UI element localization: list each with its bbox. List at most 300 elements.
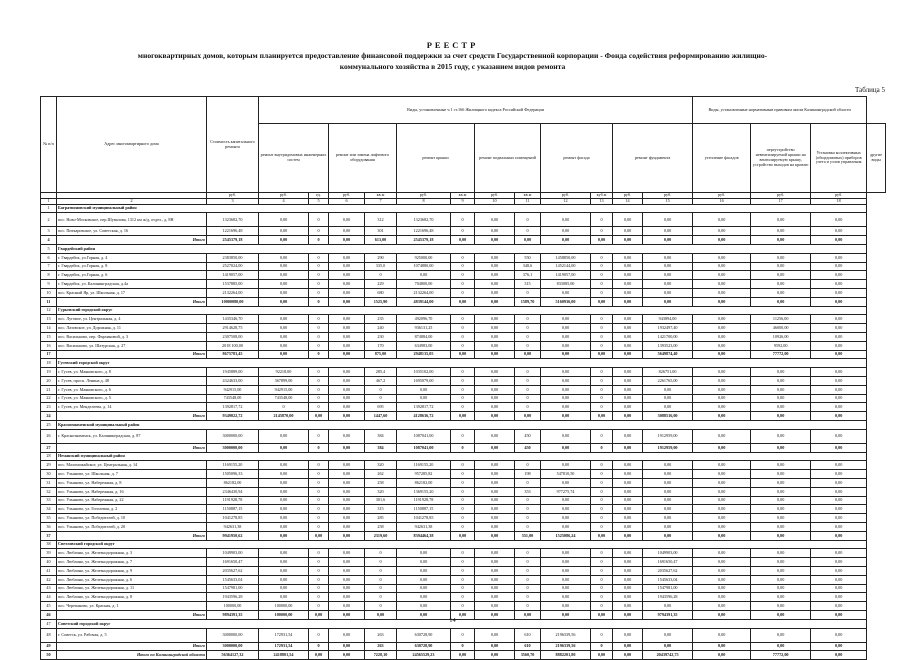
value-cell: 0,00 (397, 575, 451, 584)
row-number: 3 (41, 227, 57, 236)
value-cell: 8394464,38 (397, 531, 451, 540)
value-cell: 0,00 (475, 377, 515, 386)
value-cell: 0,00 (475, 487, 515, 496)
value-cell: 0,00 (329, 368, 365, 377)
value-cell: 450 (515, 429, 541, 443)
col-header-roof-conversion: переустройство невентилируемой крыши на вентилируемую крышу, устройство выходов на кровлю (751, 124, 811, 193)
value-cell: 1435346,70 (207, 315, 259, 324)
value-cell: 0 (309, 253, 329, 262)
unit-cell: руб. (541, 193, 591, 199)
value-cell: 0,00 (475, 478, 515, 487)
address-cell: г. Гвардейск, ул.Горная, д. 6 (57, 271, 207, 280)
value-cell: 262 (365, 470, 397, 479)
value-cell: 0,00 (643, 496, 693, 505)
value-cell: 0,00 (329, 642, 365, 651)
value-cell: 0,00 (811, 628, 867, 642)
value-cell: 0,00 (811, 642, 867, 651)
address-cell: пос. Маломожайское, ул. Центральная, д. 14 (57, 461, 207, 470)
value-cell: 826751,00 (643, 368, 693, 377)
value-cell: 301 (365, 227, 397, 236)
value-cell: 0,00 (591, 350, 613, 359)
row-number: 28 (41, 452, 57, 461)
value-cell: 0,00 (751, 227, 811, 236)
table-row (41, 478, 886, 487)
value-cell: 0,00 (811, 610, 867, 619)
value-cell: 875,00 (365, 350, 397, 359)
value-cell: 0,00 (475, 514, 515, 523)
row-number: 19 (41, 368, 57, 377)
value-cell: 0,00 (693, 377, 751, 386)
value-cell: 0,00 (259, 558, 309, 567)
section-row (41, 420, 886, 429)
value-cell: 1393523,00 (643, 341, 693, 350)
value-cell: 0,00 (693, 642, 751, 651)
section-name: Гурьевский городской округ (57, 306, 867, 315)
value-cell: 925000,00 (397, 253, 451, 262)
address-cell: пос. Люблино, ул. Железнодорожная, д. 7 (57, 558, 207, 567)
row-number: 5 (41, 245, 57, 254)
value-cell: 0,00 (613, 213, 643, 227)
value-cell: 0,00 (329, 522, 365, 531)
row-number: 37 (41, 531, 57, 540)
value-cell: 0,00 (693, 403, 751, 412)
value-cell: 0 (309, 575, 329, 584)
value-cell: 0 (515, 394, 541, 403)
value-cell: 0 (451, 253, 475, 262)
unit-cell: ед. (309, 193, 329, 199)
value-cell: 0,00 (751, 289, 811, 298)
value-cell: 0,00 (693, 651, 751, 660)
col-header-other: другие виды (867, 124, 886, 193)
value-cell: 0,00 (693, 271, 751, 280)
value-cell: 0,00 (475, 429, 515, 443)
value-cell: 0,00 (329, 558, 365, 567)
value-cell: 0,00 (259, 514, 309, 523)
value-cell: 0,00 (643, 522, 693, 531)
value-cell: 0,00 (259, 487, 309, 496)
value-cell: 0,00 (613, 496, 643, 505)
col-header-insulation: утепление фасадов (693, 124, 751, 193)
table-row (41, 558, 886, 567)
value-cell: 0 (591, 505, 613, 514)
value-cell: 0,00 (613, 385, 643, 394)
value-cell: 0,00 (541, 341, 591, 350)
value-cell: 0,00 (693, 280, 751, 289)
value-cell: 0,00 (329, 651, 365, 660)
value-cell: 0,00 (751, 403, 811, 412)
value-cell: 0 (309, 628, 329, 642)
table-row (41, 341, 886, 350)
row-number: 29 (41, 461, 57, 470)
value-cell: 0 (309, 289, 329, 298)
section-row (41, 540, 886, 549)
row-number: 33 (41, 496, 57, 505)
value-cell: 0 (515, 496, 541, 505)
value-cell: 0,00 (613, 487, 643, 496)
value-cell: 1691650,47 (207, 558, 259, 567)
total-row (41, 297, 886, 306)
value-cell: 0,00 (811, 478, 867, 487)
value-cell: 0,00 (751, 213, 811, 227)
value-cell: 0,00 (475, 213, 515, 227)
value-cell: 634983,00 (397, 341, 451, 350)
value-cell: 0,00 (751, 487, 811, 496)
row-number: 36 (41, 522, 57, 531)
row-number: 15 (41, 333, 57, 342)
column-number-cell: 12 (541, 198, 591, 204)
value-cell: 977275,74 (541, 487, 591, 496)
value-cell: 0 (309, 487, 329, 496)
value-cell: 0,00 (475, 236, 515, 245)
row-number: 25 (41, 420, 57, 429)
value-cell: 0 (451, 505, 475, 514)
value-cell: 0,00 (541, 549, 591, 558)
section-name: Советский городской округ (57, 619, 867, 628)
value-cell: 0,00 (475, 496, 515, 505)
table-row (41, 602, 886, 611)
unit-cell: руб. (751, 193, 811, 199)
value-cell: 0,00 (613, 566, 643, 575)
value-cell: 2035627,62 (643, 566, 693, 575)
value-cell: 0,00 (451, 236, 475, 245)
value-cell: 0 (309, 262, 329, 271)
value-cell: 0 (309, 429, 329, 443)
value-cell: 0 (591, 549, 613, 558)
value-cell: 0,00 (751, 610, 811, 619)
value-cell: 467,2 (365, 377, 397, 386)
total-label: Итого (57, 531, 207, 540)
value-cell: 0 (309, 236, 329, 245)
total-label: Итого (57, 642, 207, 651)
col-header-cost: Стоимость капитального ремонта (207, 97, 259, 193)
value-cell: 0,00 (751, 412, 811, 421)
value-cell: 0,00 (475, 566, 515, 575)
value-cell: 0,00 (397, 385, 451, 394)
value-cell: 0 (451, 333, 475, 342)
value-cell: 0,00 (475, 602, 515, 611)
address-cell: г. Гусев, ул. Менделеева, д. 14 (57, 403, 207, 412)
value-cell: 0 (365, 394, 397, 403)
value-cell: 0,00 (613, 280, 643, 289)
value-cell: 0,00 (811, 368, 867, 377)
column-number-cell: 10 (475, 198, 515, 204)
value-cell: 0 (309, 505, 329, 514)
value-cell: 1221696,48 (397, 227, 451, 236)
value-cell: 2319,60 (365, 531, 397, 540)
table-row (41, 593, 886, 602)
column-number-cell: 9 (451, 198, 475, 204)
value-cell: 0,00 (693, 315, 751, 324)
value-cell: 0,00 (591, 610, 613, 619)
value-cell: 0,00 (397, 271, 451, 280)
value-cell: 0,00 (613, 377, 643, 386)
value-cell: 0,00 (693, 333, 751, 342)
value-cell: 862182,00 (207, 478, 259, 487)
total-label: Итого (57, 350, 207, 359)
value-cell: 0,00 (751, 377, 811, 386)
value-cell: 0,00 (811, 531, 867, 540)
value-cell: 100000,00 (259, 602, 309, 611)
value-cell: 1049903,00 (643, 549, 693, 558)
value-cell: 0,00 (643, 253, 693, 262)
value-cell: 0,00 (613, 602, 643, 611)
value-cell: 3560,70 (515, 651, 541, 660)
value-cell: 1695079,00 (397, 377, 451, 386)
value-cell: 0,00 (751, 566, 811, 575)
row-number: 46 (41, 610, 57, 619)
value-cell: 0,00 (475, 558, 515, 567)
value-cell: 0,00 (613, 593, 643, 602)
value-cell: 0,00 (475, 253, 515, 262)
value-cell: 0 (591, 341, 613, 350)
address-cell: г. Гвардейск, ул.Горная, д. 4 (57, 253, 207, 262)
value-cell: 0 (451, 602, 475, 611)
value-cell: 0,00 (751, 253, 811, 262)
value-cell: 0,00 (541, 213, 591, 227)
value-cell: 0 (309, 368, 329, 377)
value-cell: 0,00 (259, 429, 309, 443)
value-cell: 0,00 (329, 461, 365, 470)
value-cell: 0,00 (259, 531, 309, 540)
value-cell: 0,00 (751, 531, 811, 540)
table-row (41, 461, 886, 470)
value-cell: 1323682,70 (207, 213, 259, 227)
value-cell: 0 (515, 549, 541, 558)
value-cell: 0 (591, 487, 613, 496)
value-cell: 0 (365, 575, 397, 584)
value-cell: 0 (515, 333, 541, 342)
value-cell: 0 (515, 514, 541, 523)
table-row (41, 262, 886, 271)
value-cell: 0 (515, 522, 541, 531)
value-cell: 0 (451, 478, 475, 487)
column-number-cell: 16 (693, 198, 751, 204)
value-cell: 0,00 (811, 566, 867, 575)
value-cell: 0,00 (751, 602, 811, 611)
value-cell: 0,00 (811, 253, 867, 262)
value-cell: 0,00 (751, 368, 811, 377)
value-cell: 0,00 (475, 593, 515, 602)
value-cell: 1943596,28 (207, 593, 259, 602)
row-number: 32 (41, 487, 57, 496)
document-subtitle-line2: коммунального хозяйства в 2015 году, с указанием видов ремонта (339, 62, 566, 71)
value-cell: 1589,70 (515, 297, 541, 306)
value-cell: 1041278,85 (397, 514, 451, 523)
value-cell: 0 (309, 333, 329, 342)
value-cell: 1945889,00 (207, 368, 259, 377)
value-cell: 1041278,85 (207, 514, 259, 523)
value-cell: 77772,00 (751, 651, 811, 660)
value-cell: 0,00 (329, 341, 365, 350)
value-cell: 0,00 (693, 213, 751, 227)
value-cell: 1323682,70 (397, 213, 451, 227)
value-cell: 0,00 (259, 443, 309, 452)
total-label: Итого (57, 236, 207, 245)
value-cell: 5160936,00 (541, 297, 591, 306)
value-cell: 1912959,00 (643, 429, 693, 443)
value-cell: 0 (515, 566, 541, 575)
value-cell: 0,00 (751, 628, 811, 642)
value-cell: 0,00 (475, 324, 515, 333)
value-cell: 0,00 (751, 558, 811, 567)
col-header-address: Адрес многоквартирного дома (57, 97, 207, 193)
section-row (41, 452, 886, 461)
value-cell: 0,00 (329, 271, 365, 280)
row-number: 48 (41, 628, 57, 642)
value-cell: 1087041,00 (397, 429, 451, 443)
value-cell: 0,00 (693, 350, 751, 359)
value-cell: 24565529,23 (397, 651, 451, 660)
row-number: 42 (41, 575, 57, 584)
value-cell: 0,00 (259, 566, 309, 575)
value-cell: 0,00 (693, 566, 751, 575)
value-cell: 367899,00 (259, 377, 309, 386)
value-cell: 0 (451, 522, 475, 531)
address-cell: пос. Люблино, ул. Железнодорожная, д. 8 (57, 593, 207, 602)
value-cell: 1169155,20 (397, 461, 451, 470)
value-cell: 0,00 (693, 461, 751, 470)
address-cell: пос. Ульяново, ул. Набережная, д. 16 (57, 487, 207, 496)
value-cell: 0,00 (365, 610, 397, 619)
value-cell: 610 (515, 628, 541, 642)
value-cell: 0 (451, 593, 475, 602)
row-number: 40 (41, 558, 57, 567)
value-cell: 0,00 (643, 271, 693, 280)
value-cell: 0,00 (515, 412, 541, 421)
value-cell: 0,00 (613, 289, 643, 298)
value-cell: 0,00 (751, 478, 811, 487)
table-row (41, 385, 886, 394)
value-cell: 0,00 (643, 642, 693, 651)
table-row (41, 429, 886, 443)
value-cell: 957285,82 (397, 470, 451, 479)
value-cell: 0 (309, 271, 329, 280)
section-name: Краснознаменский муниципальный район (57, 420, 867, 429)
section-name: Багратионовский муниципальный район (57, 204, 867, 213)
value-cell: 0,00 (693, 297, 751, 306)
document-subtitle-line1: многоквартирных домов, которым планируется предоставление финансовой поддержки за счет средств Государственной корпорации - Фонда содействия реформированию жилищно- (137, 51, 768, 60)
value-cell: 353 (515, 487, 541, 496)
value-cell: 0,00 (259, 253, 309, 262)
value-cell: 0,00 (811, 514, 867, 523)
value-cell: 0,00 (475, 522, 515, 531)
value-cell: 0,00 (329, 227, 365, 236)
column-number-cell: 13 (591, 198, 613, 204)
col-header-no: № п/п (41, 97, 57, 193)
value-cell: 2035627,62 (207, 566, 259, 575)
table-row (41, 324, 886, 333)
value-cell: 0,00 (811, 341, 867, 350)
value-cell: 0,00 (811, 443, 867, 452)
value-cell: 3000000,00 (207, 628, 259, 642)
value-cell: 0,00 (541, 429, 591, 443)
value-cell: 0,00 (693, 531, 751, 540)
value-cell: 0 (365, 602, 397, 611)
value-cell: 0,00 (591, 236, 613, 245)
value-cell: 0,00 (541, 289, 591, 298)
value-cell: 0,00 (693, 549, 751, 558)
value-cell: 0,00 (329, 602, 365, 611)
value-cell: 0,00 (329, 584, 365, 593)
table-row (41, 514, 886, 523)
value-cell: 547810,50 (541, 470, 591, 479)
value-cell: 0 (309, 227, 329, 236)
value-cell: 630728,90 (397, 642, 451, 651)
address-cell: пос. Люблино, ул. Железнодорожная, д. 11 (57, 584, 207, 593)
address-cell: пос. Ульяново, ул. Набережная, д. 22 (57, 496, 207, 505)
value-cell: 0,00 (259, 496, 309, 505)
value-cell: 0,00 (515, 236, 541, 245)
value-cell: 0 (365, 549, 397, 558)
value-cell: 0,00 (475, 575, 515, 584)
value-cell: 0 (309, 297, 329, 306)
value-cell: 0 (451, 487, 475, 496)
value-cell: 0,00 (475, 651, 515, 660)
value-cell: 240 (365, 324, 397, 333)
value-cell: 0,00 (475, 262, 515, 271)
row-number: 45 (41, 602, 57, 611)
value-cell: 0,00 (329, 333, 365, 342)
value-cell: 0 (591, 403, 613, 412)
value-cell: 0,00 (259, 478, 309, 487)
value-cell: 0,00 (541, 315, 591, 324)
value-cell: 0,00 (259, 315, 309, 324)
value-cell: 0,00 (613, 297, 643, 306)
col-header-foundation: ремонт фундамента (613, 124, 693, 193)
value-cell: 0,00 (693, 522, 751, 531)
value-cell: 0 (591, 368, 613, 377)
value-cell: 263 (365, 628, 397, 642)
value-cell: 0 (451, 558, 475, 567)
value-cell: 1547981,00 (643, 584, 693, 593)
value-cell: 0,00 (541, 610, 591, 619)
value-cell: 0 (365, 566, 397, 575)
unit-cell: кв.м (365, 193, 397, 199)
address-cell: пос. Ульяново, ул. Школьная, д. 7 (57, 470, 207, 479)
column-number-cell: 7 (365, 198, 397, 204)
value-cell: 0,00 (693, 262, 751, 271)
value-cell: 0,00 (751, 470, 811, 479)
value-cell: 0,00 (811, 236, 867, 245)
value-cell: 1421700,00 (643, 333, 693, 342)
value-cell: 0,00 (613, 610, 643, 619)
unit-cell: руб. (207, 193, 259, 199)
value-cell: 0 (309, 496, 329, 505)
value-cell: 1419057,00 (541, 271, 591, 280)
value-cell: 0 (309, 514, 329, 523)
address-cell: пос. Лазовское, ул. Дорожная, д. 11 (57, 324, 207, 333)
value-cell: 0,00 (541, 496, 591, 505)
value-cell: 0 (451, 324, 475, 333)
value-cell: 0,00 (693, 496, 751, 505)
value-cell: 0,00 (693, 470, 751, 479)
value-cell: 0 (591, 566, 613, 575)
value-cell: 0,00 (475, 394, 515, 403)
section-name: Гвардейский район (57, 245, 867, 254)
value-cell: 1035102,00 (397, 368, 451, 377)
value-cell: 0,00 (397, 602, 451, 611)
value-cell: 0,00 (475, 227, 515, 236)
value-cell: 0,00 (643, 478, 693, 487)
total-row (41, 236, 886, 245)
row-number: 30 (41, 470, 57, 479)
value-cell: 0,00 (613, 227, 643, 236)
value-cell: 1150887,15 (397, 505, 451, 514)
value-cell: 263 (365, 642, 397, 651)
value-cell: 0,00 (693, 324, 751, 333)
value-cell: 0 (515, 227, 541, 236)
unit-cell: руб. (397, 193, 451, 199)
